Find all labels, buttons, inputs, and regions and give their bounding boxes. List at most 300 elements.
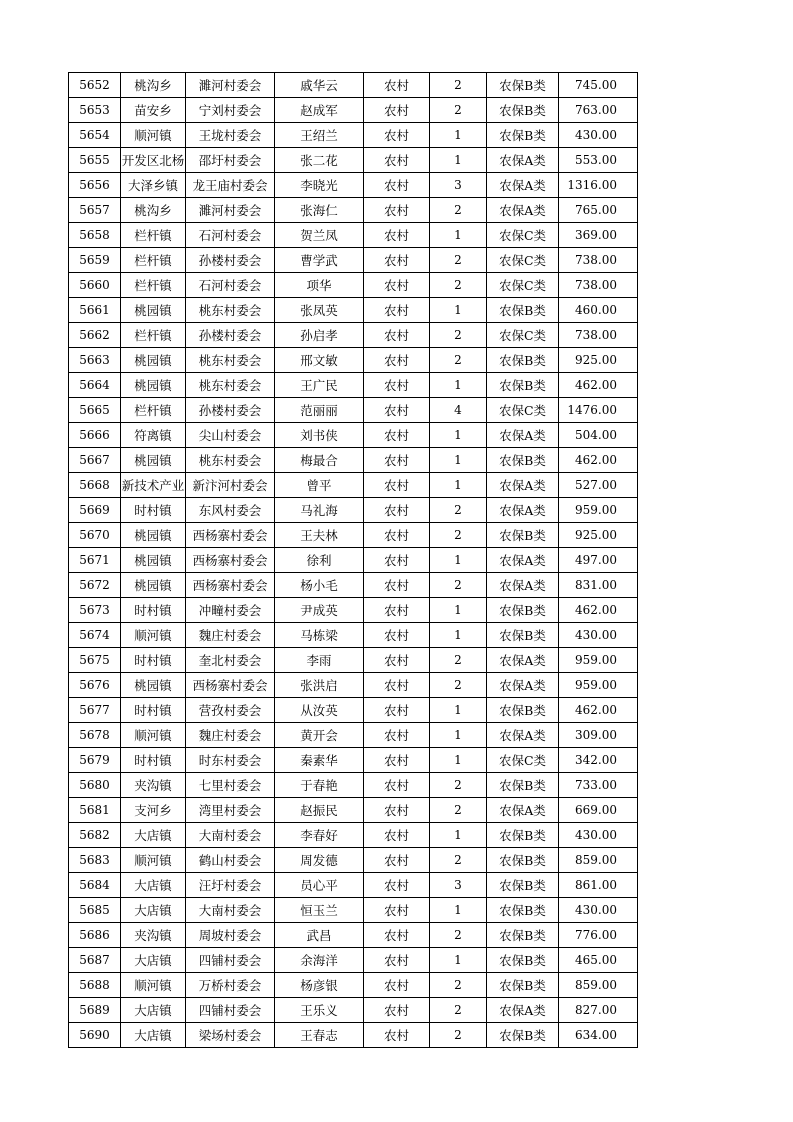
record-no-cell: 5677 (69, 698, 121, 723)
household-size-cell: 1 (430, 123, 487, 148)
table-row (69, 648, 638, 673)
village-committee-cell: 魏庄村委会 (186, 623, 275, 648)
town-cell: 新技术产业 (121, 473, 186, 498)
record-no-cell: 5683 (69, 848, 121, 873)
insurance-category-cell: 农保B类 (487, 848, 559, 873)
record-no-cell: 5676 (69, 673, 121, 698)
amount-cell: 859.00 (559, 973, 638, 998)
household-type-cell: 农村 (364, 973, 430, 998)
record-no-cell: 5681 (69, 798, 121, 823)
village-committee-cell: 奎北村委会 (186, 648, 275, 673)
household-size-cell: 1 (430, 823, 487, 848)
household-type-cell: 农村 (364, 573, 430, 598)
town-cell: 大泽乡镇 (121, 173, 186, 198)
household-size-cell: 1 (430, 148, 487, 173)
table-row (69, 273, 638, 298)
village-committee-cell: 梁场村委会 (186, 1023, 275, 1048)
person-name-cell: 王春志 (275, 1023, 364, 1048)
village-committee-cell: 大南村委会 (186, 898, 275, 923)
amount-cell: 738.00 (559, 323, 638, 348)
amount-cell: 462.00 (559, 448, 638, 473)
household-size-cell: 2 (430, 323, 487, 348)
household-size-cell: 3 (430, 873, 487, 898)
person-name-cell: 李晓光 (275, 173, 364, 198)
person-name-cell: 戚华云 (275, 73, 364, 98)
household-type-cell: 农村 (364, 423, 430, 448)
household-type-cell: 农村 (364, 298, 430, 323)
household-size-cell: 2 (430, 498, 487, 523)
household-size-cell: 2 (430, 523, 487, 548)
record-no-cell: 5662 (69, 323, 121, 348)
amount-cell: 733.00 (559, 773, 638, 798)
table-row (69, 123, 638, 148)
village-committee-cell: 东风村委会 (186, 498, 275, 523)
person-name-cell: 王夫林 (275, 523, 364, 548)
amount-cell: 831.00 (559, 573, 638, 598)
amount-cell: 369.00 (559, 223, 638, 248)
town-cell: 顺河镇 (121, 723, 186, 748)
household-type-cell: 农村 (364, 448, 430, 473)
record-no-cell: 5652 (69, 73, 121, 98)
amount-cell: 460.00 (559, 298, 638, 323)
record-no-cell: 5680 (69, 773, 121, 798)
person-name-cell: 赵成军 (275, 98, 364, 123)
amount-cell: 527.00 (559, 473, 638, 498)
insurance-category-cell: 农保B类 (487, 923, 559, 948)
person-name-cell: 马栋梁 (275, 623, 364, 648)
village-committee-cell: 新汴河村委会 (186, 473, 275, 498)
insurance-category-cell: 农保B类 (487, 623, 559, 648)
household-size-cell: 1 (430, 698, 487, 723)
household-size-cell: 2 (430, 798, 487, 823)
village-committee-cell: 石河村委会 (186, 223, 275, 248)
town-cell: 时村镇 (121, 698, 186, 723)
person-name-cell: 周发德 (275, 848, 364, 873)
village-committee-cell: 宁刘村委会 (186, 98, 275, 123)
record-no-cell: 5678 (69, 723, 121, 748)
amount-cell: 309.00 (559, 723, 638, 748)
town-cell: 大店镇 (121, 823, 186, 848)
person-name-cell: 曹学武 (275, 248, 364, 273)
table-row (69, 723, 638, 748)
person-name-cell: 王绍兰 (275, 123, 364, 148)
town-cell: 顺河镇 (121, 848, 186, 873)
table-row (69, 98, 638, 123)
record-no-cell: 5689 (69, 998, 121, 1023)
insurance-category-cell: 农保B类 (487, 348, 559, 373)
village-committee-cell: 鹤山村委会 (186, 848, 275, 873)
town-cell: 栏杆镇 (121, 223, 186, 248)
insurance-category-cell: 农保A类 (487, 423, 559, 448)
person-name-cell: 曾平 (275, 473, 364, 498)
table-row (69, 823, 638, 848)
town-cell: 栏杆镇 (121, 398, 186, 423)
table-row (69, 173, 638, 198)
insurance-category-cell: 农保C类 (487, 398, 559, 423)
household-size-cell: 2 (430, 98, 487, 123)
record-no-cell: 5661 (69, 298, 121, 323)
person-name-cell: 武昌 (275, 923, 364, 948)
person-name-cell: 孙启孝 (275, 323, 364, 348)
village-committee-cell: 营孜村委会 (186, 698, 275, 723)
amount-cell: 497.00 (559, 548, 638, 573)
household-type-cell: 农村 (364, 923, 430, 948)
insurance-category-cell: 农保B类 (487, 1023, 559, 1048)
town-cell: 桃园镇 (121, 298, 186, 323)
person-name-cell: 刘书侠 (275, 423, 364, 448)
person-name-cell: 秦素华 (275, 748, 364, 773)
table-row (69, 498, 638, 523)
table-row (69, 598, 638, 623)
amount-cell: 430.00 (559, 823, 638, 848)
record-no-cell: 5668 (69, 473, 121, 498)
household-type-cell: 农村 (364, 223, 430, 248)
household-type-cell: 农村 (364, 898, 430, 923)
amount-cell: 1476.00 (559, 398, 638, 423)
person-name-cell: 梅最合 (275, 448, 364, 473)
table-row (69, 798, 638, 823)
town-cell: 桃园镇 (121, 448, 186, 473)
insurance-category-cell: 农保A类 (487, 198, 559, 223)
town-cell: 大店镇 (121, 1023, 186, 1048)
town-cell: 苗安乡 (121, 98, 186, 123)
insurance-category-cell: 农保A类 (487, 573, 559, 598)
person-name-cell: 贺兰凤 (275, 223, 364, 248)
town-cell: 桃园镇 (121, 373, 186, 398)
town-cell: 顺河镇 (121, 973, 186, 998)
table-row (69, 198, 638, 223)
record-no-cell: 5674 (69, 623, 121, 648)
record-no-cell: 5657 (69, 198, 121, 223)
household-type-cell: 农村 (364, 348, 430, 373)
insurance-category-cell: 农保B类 (487, 773, 559, 798)
household-size-cell: 2 (430, 1023, 487, 1048)
table-row (69, 348, 638, 373)
town-cell: 开发区北杨 (121, 148, 186, 173)
table-row (69, 223, 638, 248)
village-committee-cell: 王垅村委会 (186, 123, 275, 148)
household-type-cell: 农村 (364, 523, 430, 548)
town-cell: 桃园镇 (121, 348, 186, 373)
household-size-cell: 2 (430, 348, 487, 373)
household-size-cell: 4 (430, 398, 487, 423)
table-row (69, 298, 638, 323)
household-type-cell: 农村 (364, 673, 430, 698)
insurance-category-cell: 农保B类 (487, 523, 559, 548)
record-no-cell: 5658 (69, 223, 121, 248)
household-type-cell: 农村 (364, 1023, 430, 1048)
household-size-cell: 1 (430, 898, 487, 923)
household-type-cell: 农村 (364, 873, 430, 898)
record-no-cell: 5672 (69, 573, 121, 598)
household-size-cell: 1 (430, 298, 487, 323)
insurance-category-cell: 农保C类 (487, 273, 559, 298)
village-committee-cell: 西杨寨村委会 (186, 573, 275, 598)
table-row (69, 748, 638, 773)
household-type-cell: 农村 (364, 248, 430, 273)
village-committee-cell: 孙楼村委会 (186, 323, 275, 348)
person-name-cell: 张凤英 (275, 298, 364, 323)
insurance-category-cell: 农保A类 (487, 548, 559, 573)
amount-cell: 959.00 (559, 498, 638, 523)
village-committee-cell: 大南村委会 (186, 823, 275, 848)
insurance-category-cell: 农保B类 (487, 873, 559, 898)
record-no-cell: 5687 (69, 948, 121, 973)
village-committee-cell: 孙楼村委会 (186, 398, 275, 423)
amount-cell: 462.00 (559, 598, 638, 623)
household-type-cell: 农村 (364, 398, 430, 423)
person-name-cell: 徐利 (275, 548, 364, 573)
record-no-cell: 5669 (69, 498, 121, 523)
town-cell: 支河乡 (121, 798, 186, 823)
household-type-cell: 农村 (364, 198, 430, 223)
village-committee-cell: 魏庄村委会 (186, 723, 275, 748)
village-committee-cell: 湾里村委会 (186, 798, 275, 823)
town-cell: 栏杆镇 (121, 248, 186, 273)
table-row (69, 423, 638, 448)
village-committee-cell: 龙王庙村委会 (186, 173, 275, 198)
insurance-category-cell: 农保B类 (487, 73, 559, 98)
table-row (69, 848, 638, 873)
town-cell: 时村镇 (121, 748, 186, 773)
village-committee-cell: 尖山村委会 (186, 423, 275, 448)
table-row (69, 473, 638, 498)
insurance-category-cell: 农保B类 (487, 448, 559, 473)
person-name-cell: 王乐义 (275, 998, 364, 1023)
household-type-cell: 农村 (364, 648, 430, 673)
household-size-cell: 2 (430, 198, 487, 223)
amount-cell: 504.00 (559, 423, 638, 448)
amount-cell: 553.00 (559, 148, 638, 173)
amount-cell: 959.00 (559, 673, 638, 698)
household-type-cell: 农村 (364, 473, 430, 498)
town-cell: 符离镇 (121, 423, 186, 448)
town-cell: 大店镇 (121, 998, 186, 1023)
record-no-cell: 5688 (69, 973, 121, 998)
household-type-cell: 农村 (364, 623, 430, 648)
record-no-cell: 5667 (69, 448, 121, 473)
amount-cell: 738.00 (559, 248, 638, 273)
amount-cell: 738.00 (559, 273, 638, 298)
village-committee-cell: 西杨寨村委会 (186, 523, 275, 548)
person-name-cell: 赵振民 (275, 798, 364, 823)
household-type-cell: 农村 (364, 948, 430, 973)
insurance-category-cell: 农保C类 (487, 223, 559, 248)
record-no-cell: 5673 (69, 598, 121, 623)
table-row (69, 523, 638, 548)
insurance-category-cell: 农保B类 (487, 123, 559, 148)
village-committee-cell: 万桥村委会 (186, 973, 275, 998)
table-row (69, 898, 638, 923)
household-size-cell: 1 (430, 748, 487, 773)
insurance-category-cell: 农保B类 (487, 298, 559, 323)
record-no-cell: 5656 (69, 173, 121, 198)
person-name-cell: 李春好 (275, 823, 364, 848)
amount-cell: 827.00 (559, 998, 638, 1023)
table-row (69, 148, 638, 173)
household-size-cell: 2 (430, 973, 487, 998)
amount-cell: 925.00 (559, 348, 638, 373)
household-type-cell: 农村 (364, 323, 430, 348)
village-committee-cell: 西杨寨村委会 (186, 548, 275, 573)
insurance-category-cell: 农保C类 (487, 248, 559, 273)
person-name-cell: 马礼海 (275, 498, 364, 523)
town-cell: 栏杆镇 (121, 323, 186, 348)
insurance-category-cell: 农保A类 (487, 723, 559, 748)
insurance-category-cell: 农保B类 (487, 373, 559, 398)
record-no-cell: 5664 (69, 373, 121, 398)
record-no-cell: 5655 (69, 148, 121, 173)
town-cell: 夹沟镇 (121, 773, 186, 798)
insurance-category-cell: 农保B类 (487, 823, 559, 848)
insurance-category-cell: 农保C类 (487, 323, 559, 348)
record-no-cell: 5671 (69, 548, 121, 573)
table-row (69, 548, 638, 573)
insurance-category-cell: 农保A类 (487, 173, 559, 198)
person-name-cell: 尹成英 (275, 598, 364, 623)
amount-cell: 430.00 (559, 898, 638, 923)
person-name-cell: 邢文敏 (275, 348, 364, 373)
table-row (69, 248, 638, 273)
household-type-cell: 农村 (364, 998, 430, 1023)
person-name-cell: 张海仁 (275, 198, 364, 223)
household-type-cell: 农村 (364, 823, 430, 848)
household-size-cell: 1 (430, 548, 487, 573)
household-type-cell: 农村 (364, 98, 430, 123)
town-cell: 时村镇 (121, 598, 186, 623)
person-name-cell: 王广民 (275, 373, 364, 398)
person-name-cell: 杨彦银 (275, 973, 364, 998)
village-committee-cell: 四铺村委会 (186, 948, 275, 973)
record-no-cell: 5665 (69, 398, 121, 423)
table-row (69, 1023, 638, 1048)
record-no-cell: 5675 (69, 648, 121, 673)
village-committee-cell: 冲疃村委会 (186, 598, 275, 623)
household-size-cell: 1 (430, 623, 487, 648)
amount-cell: 765.00 (559, 198, 638, 223)
person-name-cell: 于春艳 (275, 773, 364, 798)
person-name-cell: 范丽丽 (275, 398, 364, 423)
insurance-category-cell: 农保A类 (487, 798, 559, 823)
town-cell: 顺河镇 (121, 623, 186, 648)
town-cell: 大店镇 (121, 898, 186, 923)
record-no-cell: 5666 (69, 423, 121, 448)
person-name-cell: 黄开会 (275, 723, 364, 748)
town-cell: 桃园镇 (121, 523, 186, 548)
amount-cell: 465.00 (559, 948, 638, 973)
insurance-category-cell: 农保B类 (487, 98, 559, 123)
table-row (69, 973, 638, 998)
town-cell: 桃园镇 (121, 573, 186, 598)
household-size-cell: 1 (430, 448, 487, 473)
table-row (69, 398, 638, 423)
town-cell: 时村镇 (121, 498, 186, 523)
town-cell: 夹沟镇 (121, 923, 186, 948)
village-committee-cell: 四铺村委会 (186, 998, 275, 1023)
record-no-cell: 5686 (69, 923, 121, 948)
insurance-category-cell: 农保A类 (487, 473, 559, 498)
household-type-cell: 农村 (364, 173, 430, 198)
town-cell: 桃园镇 (121, 548, 186, 573)
amount-cell: 861.00 (559, 873, 638, 898)
insurance-category-cell: 农保A类 (487, 648, 559, 673)
village-committee-cell: 孙楼村委会 (186, 248, 275, 273)
village-committee-cell: 桃东村委会 (186, 373, 275, 398)
insurance-category-cell: 农保B类 (487, 898, 559, 923)
amount-cell: 959.00 (559, 648, 638, 673)
record-no-cell: 5653 (69, 98, 121, 123)
village-committee-cell: 七里村委会 (186, 773, 275, 798)
amount-cell: 859.00 (559, 848, 638, 873)
village-committee-cell: 时东村委会 (186, 748, 275, 773)
record-no-cell: 5690 (69, 1023, 121, 1048)
household-type-cell: 农村 (364, 598, 430, 623)
household-type-cell: 农村 (364, 773, 430, 798)
household-type-cell: 农村 (364, 498, 430, 523)
insurance-category-cell: 农保B类 (487, 973, 559, 998)
record-no-cell: 5654 (69, 123, 121, 148)
household-size-cell: 1 (430, 473, 487, 498)
person-name-cell: 杨小毛 (275, 573, 364, 598)
household-size-cell: 1 (430, 223, 487, 248)
insurance-category-cell: 农保C类 (487, 748, 559, 773)
town-cell: 大店镇 (121, 873, 186, 898)
amount-cell: 430.00 (559, 623, 638, 648)
household-size-cell: 2 (430, 573, 487, 598)
table-row (69, 948, 638, 973)
household-type-cell: 农村 (364, 73, 430, 98)
record-no-cell: 5663 (69, 348, 121, 373)
household-size-cell: 2 (430, 273, 487, 298)
village-committee-cell: 桃东村委会 (186, 448, 275, 473)
household-size-cell: 2 (430, 648, 487, 673)
table-body (69, 73, 638, 1048)
amount-cell: 1316.00 (559, 173, 638, 198)
household-size-cell: 2 (430, 73, 487, 98)
household-size-cell: 1 (430, 723, 487, 748)
amount-cell: 669.00 (559, 798, 638, 823)
person-name-cell: 恒玉兰 (275, 898, 364, 923)
village-committee-cell: 桃东村委会 (186, 348, 275, 373)
village-committee-cell: 桃东村委会 (186, 298, 275, 323)
insurance-category-cell: 农保A类 (487, 148, 559, 173)
table-row (69, 773, 638, 798)
household-size-cell: 2 (430, 848, 487, 873)
insurance-category-cell: 农保B类 (487, 698, 559, 723)
village-committee-cell: 汪圩村委会 (186, 873, 275, 898)
household-size-cell: 1 (430, 423, 487, 448)
amount-cell: 763.00 (559, 98, 638, 123)
insurance-category-cell: 农保A类 (487, 498, 559, 523)
amount-cell: 462.00 (559, 373, 638, 398)
household-type-cell: 农村 (364, 748, 430, 773)
household-size-cell: 2 (430, 923, 487, 948)
household-type-cell: 农村 (364, 848, 430, 873)
table-row (69, 623, 638, 648)
table-row (69, 573, 638, 598)
record-no-cell: 5679 (69, 748, 121, 773)
household-size-cell: 2 (430, 998, 487, 1023)
person-name-cell: 员心平 (275, 873, 364, 898)
person-name-cell: 张洪启 (275, 673, 364, 698)
table-row (69, 698, 638, 723)
insurance-category-cell: 农保A类 (487, 673, 559, 698)
table-row (69, 448, 638, 473)
household-size-cell: 3 (430, 173, 487, 198)
village-committee-cell: 西杨寨村委会 (186, 673, 275, 698)
table-row (69, 998, 638, 1023)
amount-cell: 342.00 (559, 748, 638, 773)
